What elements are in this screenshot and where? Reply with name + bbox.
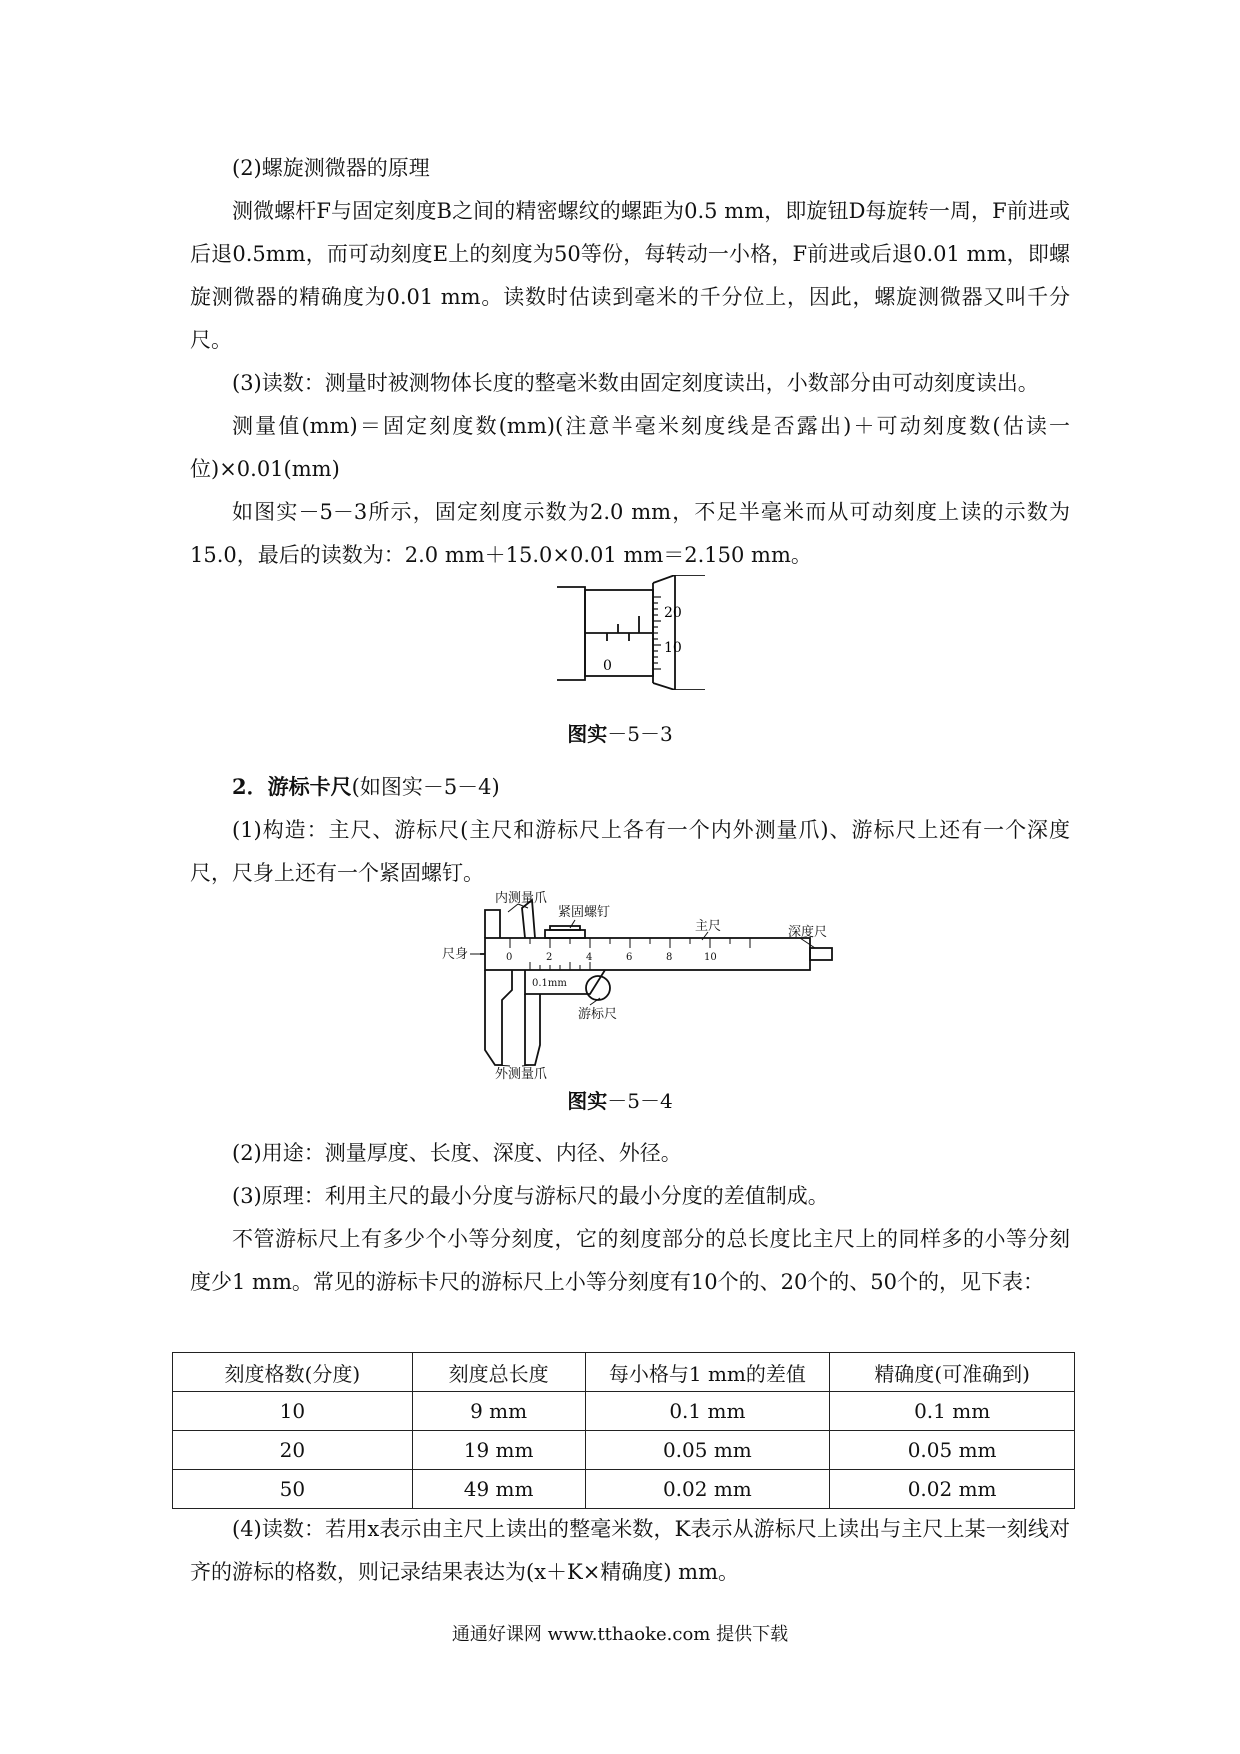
scale-6: 6 — [626, 952, 633, 963]
label-outer-jaw: 外测量爪 — [495, 1067, 548, 1080]
scale-10: 10 — [704, 952, 717, 963]
figure-caption-5-3 — [0, 718, 1240, 747]
micrometer-label-10: 10 — [664, 640, 682, 656]
caption-bold: 图实 — [567, 722, 608, 746]
label-vernier-scale: 游标尺 — [578, 1007, 618, 1022]
table-cell: 10 — [173, 1392, 413, 1431]
locking-screw — [545, 930, 585, 938]
micrometer-figure — [555, 575, 715, 690]
paragraph-usage: (2)用途：测量厚度、长度、深度、内径、外径。 — [232, 1141, 682, 1165]
table-row — [173, 1431, 1075, 1470]
micrometer-label-0: 0 — [603, 658, 612, 674]
paragraph-example: 如图实－5－3所示，固定刻度示数为2.0 mm，不足半毫米而从可动刻度上读的示数为15.0，最后的读数为：2.0 mm＋15.0×0.01 mm＝2.150 mm。 — [190, 500, 1070, 567]
table-cell: 19 mm — [412, 1431, 585, 1470]
figure-caption-5-4 — [0, 1085, 1240, 1114]
label-main-scale: 主尺 — [695, 919, 722, 934]
label-inner-jaw: 内测量爪 — [495, 891, 548, 906]
caption-bold: 图实 — [567, 1089, 608, 1113]
label-ruler-body: 尺身 — [442, 947, 469, 962]
paragraph-principle: 测微螺杆F与固定刻度B之间的精密螺纹的螺距为0.5 mm，即旋钮D每旋转一周，F前进或后退0.5mm，而可动刻度E上的刻度为50等份，每转动一小格，F前进或后退0.01 mm，即螺旋测微器的精确度为0.01 mm。读数时估读到毫米的千分位上，因此，螺旋测微器又叫千分尺。 — [190, 199, 1070, 352]
vernier-precision-table — [172, 1352, 1075, 1509]
table-cell: 0.05 mm — [585, 1431, 830, 1470]
table-cell: 0.1 mm — [585, 1392, 830, 1431]
table-header: 刻度格数(分度) — [173, 1353, 413, 1392]
table-cell: 0.02 mm — [585, 1470, 830, 1509]
subheading-micrometer-principle: (2)螺旋测微器的原理 — [232, 156, 430, 180]
table-cell: 0.1 mm — [830, 1392, 1075, 1431]
paragraph-structure: (1)构造：主尺、游标尺(主尺和游标尺上各有一个内外测量爪)、游标尺上还有一个深度尺，尺身上还有一个紧固螺钉。 — [190, 818, 1070, 885]
table-cell: 0.05 mm — [830, 1431, 1075, 1470]
scale-4: 4 — [586, 952, 593, 963]
scale-precision: 0.1mm — [532, 978, 567, 989]
depth-rod — [810, 948, 832, 960]
paragraph-reading: (3)读数：测量时被测物体长度的整毫米数由固定刻度读出，小数部分由可动刻度读出。 — [232, 371, 1039, 395]
label-locking-screw: 紧固螺钉 — [558, 905, 611, 920]
heading-vernier-rest: (如图实－5－4) — [351, 775, 500, 799]
section-vernier-reading — [190, 1508, 1070, 1594]
table-cell: 50 — [173, 1470, 413, 1509]
table-cell: 0.02 mm — [830, 1470, 1075, 1509]
micrometer-label-20: 20 — [664, 605, 682, 621]
heading-vernier-caliper — [190, 765, 1070, 809]
caption-number: －5－3 — [607, 722, 673, 746]
paragraph-explain: 不管游标尺上有多少个小等分刻度，它的刻度部分的总长度比主尺上的同样多的小等分刻度少1 mm。常见的游标卡尺的游标尺上小等分刻度有10个的、20个的、50个的，见下表： — [190, 1227, 1070, 1294]
table-header: 精确度(可准确到) — [830, 1353, 1075, 1392]
table-row — [173, 1392, 1075, 1431]
heading-vernier-bold: 2．游标卡尺 — [232, 774, 352, 799]
main-scale-beam — [485, 938, 810, 970]
label-depth-rod: 深度尺 — [788, 925, 828, 940]
table-row — [173, 1470, 1075, 1509]
scale-0: 0 — [506, 952, 513, 963]
section-micrometer-principle — [190, 147, 1070, 577]
micrometer-thimble — [653, 575, 705, 690]
section-vernier-usage — [190, 1132, 1070, 1304]
caption-number: －5－4 — [607, 1089, 673, 1113]
vernier-caliper-figure — [440, 890, 840, 1080]
paragraph-vernier-reading: (4)读数：若用x表示由主尺上读出的整毫米数，K表示从游标尺上读出与主尺上某一刻线对齐的游标的格数，则记录结果表达为(x＋K×精确度) mm。 — [190, 1517, 1070, 1584]
section-vernier-caliper — [190, 765, 1070, 895]
scale-8: 8 — [666, 952, 673, 963]
table-cell: 20 — [173, 1431, 413, 1470]
table-cell: 49 mm — [412, 1470, 585, 1509]
table-cell: 9 mm — [412, 1392, 585, 1431]
page-footer: 通通好课网 www.tthaoke.com 提供下载 — [451, 1624, 789, 1645]
paragraph-principle-vernier: (3)原理：利用主尺的最小分度与游标尺的最小分度的差值制成。 — [232, 1184, 829, 1208]
scale-2: 2 — [546, 952, 553, 963]
paragraph-formula: 测量值(mm)＝固定刻度数(mm)(注意半毫米刻度线是否露出)＋可动刻度数(估读一位)×0.01(mm) — [190, 414, 1070, 481]
table-header: 每小格与1 mm的差值 — [585, 1353, 830, 1392]
table-header: 刻度总长度 — [412, 1353, 585, 1392]
micrometer-frame — [557, 587, 585, 680]
table-header-row — [173, 1353, 1075, 1392]
